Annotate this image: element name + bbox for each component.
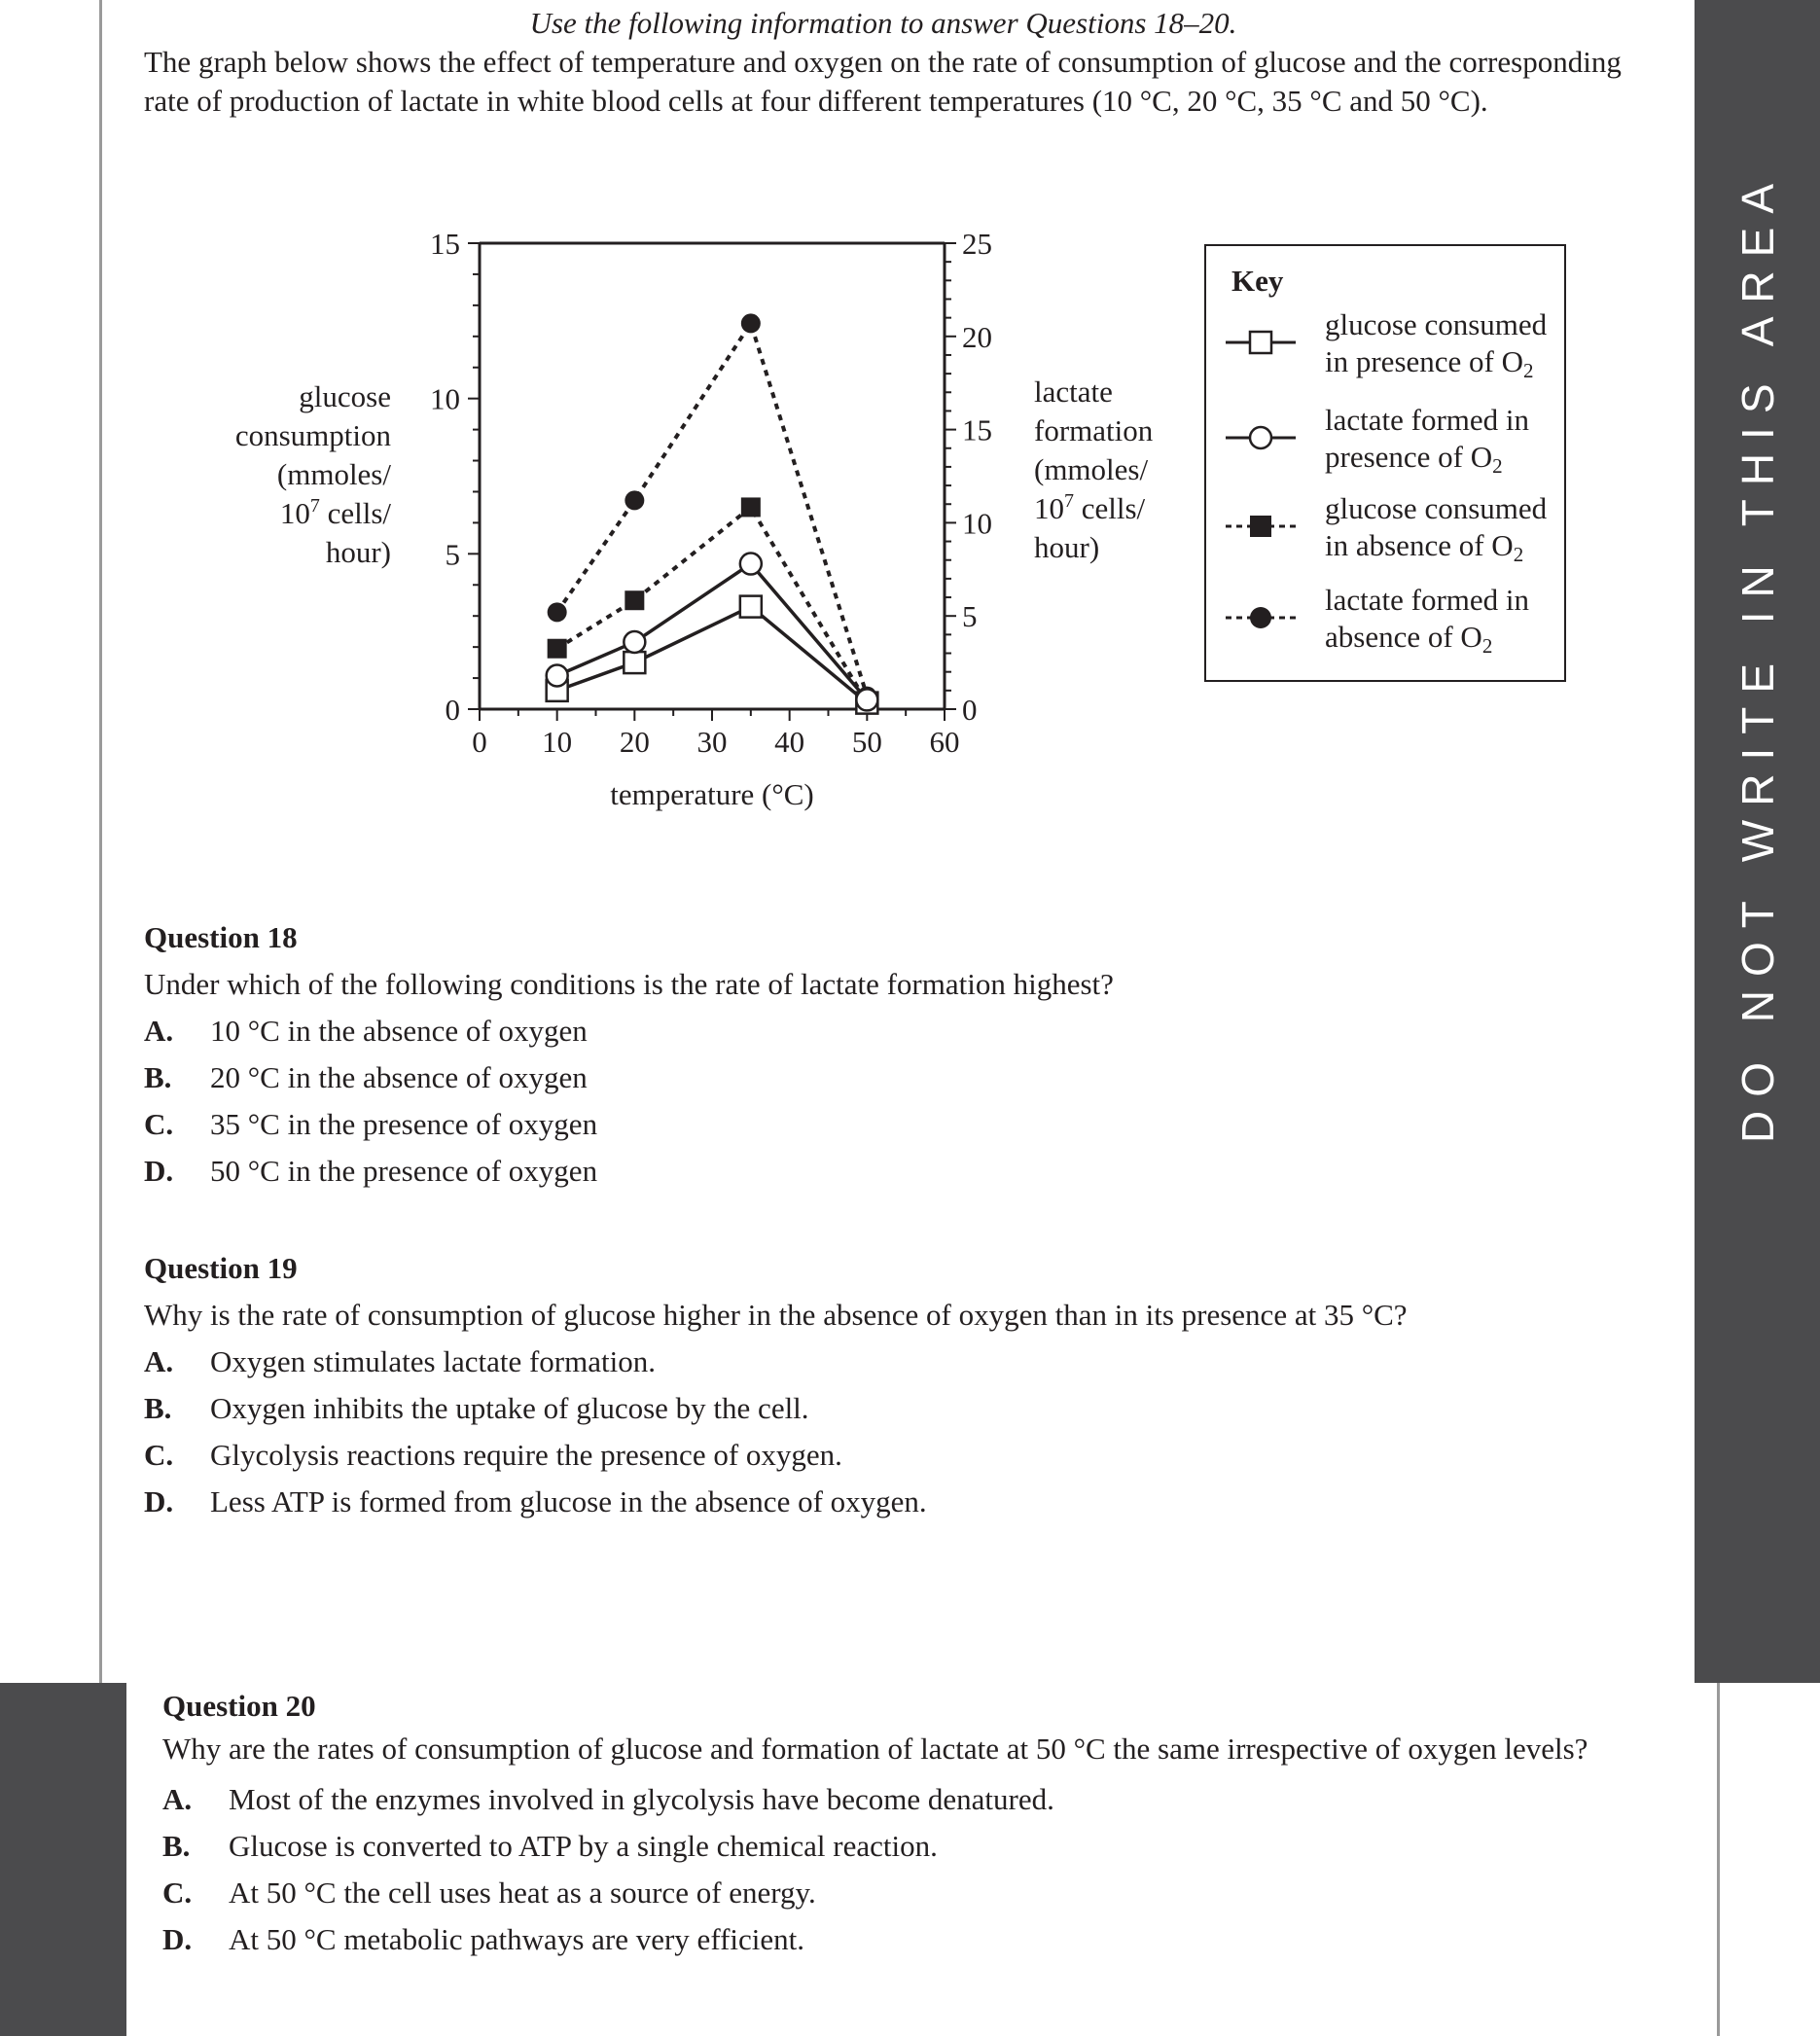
question-stem: Under which of the following conditions is the rate of lactate formation highest?	[144, 967, 1114, 1001]
option-d[interactable]: D. At 50 °C metabolic pathways are very efficient.	[162, 1922, 805, 1956]
data-point-square-open	[740, 596, 762, 618]
question-stem: Why is the rate of consumption of glucose higher in the absence of oxygen than in its presence at 35 °C?	[144, 1298, 1408, 1332]
data-point-circle-open	[856, 689, 877, 710]
option-c[interactable]: C. Glycolysis reactions require the presence of oxygen.	[144, 1438, 842, 1472]
y-axis-label-right: hour)	[1034, 530, 1100, 564]
series-line	[557, 564, 868, 700]
legend-item-lactate-without-o2	[1226, 582, 1556, 660]
y-axis-label-right: $10^7$ cells/	[1034, 490, 1146, 525]
y-axis-label-left: hour)	[325, 535, 391, 569]
data-point-circle-open	[624, 631, 645, 653]
chart-legend	[1204, 244, 1566, 682]
x-tick-label: 60	[929, 725, 960, 759]
y-axis-label-left: consumption	[234, 418, 391, 452]
y-tick-label-right: 15	[962, 412, 992, 447]
option-c[interactable]: C. 35 °C in the presence of oxygen	[144, 1107, 598, 1141]
x-tick-label: 40	[774, 725, 805, 759]
do-not-write-label: DO NOT WRITE IN THIS AREA	[1731, 169, 1783, 1144]
option-a[interactable]: A. Most of the enzymes involved in glycolysis have become denatured.	[162, 1782, 1054, 1816]
page-margin-line-lower	[1717, 1683, 1720, 2036]
x-tick-label: 20	[619, 725, 650, 759]
option-d[interactable]: D. 50 °C in the presence of oxygen	[144, 1154, 598, 1188]
y-tick-label-right: 20	[962, 319, 992, 354]
legend-title: Key	[1231, 264, 1284, 298]
y-tick-label-right: 25	[962, 227, 992, 261]
y-axis-label-right: formation	[1034, 413, 1154, 447]
chart-axis-labels	[235, 227, 1154, 811]
data-point-square-filled	[548, 639, 567, 659]
y-axis-label-left: glucose	[299, 379, 391, 413]
x-tick-label: 30	[696, 725, 728, 759]
x-tick-label: 50	[851, 725, 882, 759]
chart-series	[547, 313, 878, 713]
y-tick-label-left: 10	[430, 381, 460, 416]
chart-ticks	[468, 243, 956, 721]
data-point-circle-filled	[741, 313, 761, 333]
question-stem: Why are the rates of consumption of glucose and formation of lactate at 50 °C the same irrespective of oxygen levels?	[162, 1732, 1588, 1766]
y-axis-label-left: $10^7$ cells/	[279, 495, 391, 530]
data-point-circle-open	[547, 665, 568, 687]
y-tick-label-left: 5	[445, 537, 460, 572]
legend-label: lactate formed in presence of $O_2$	[1325, 403, 1530, 478]
legend-item-glucose-with-o2	[1226, 306, 1556, 384]
y-axis-label-right: lactate	[1034, 375, 1113, 409]
legend-item-lactate-with-o2	[1226, 402, 1556, 480]
x-axis-label: temperature (°C)	[610, 777, 814, 811]
option-b[interactable]: B. 20 °C in the absence of oxygen	[144, 1060, 588, 1094]
y-tick-label-left: 15	[430, 227, 460, 261]
intro-lead: Use the following information to answer Questions 18–20.	[529, 6, 1237, 40]
y-axis-label-left: (mmoles/	[276, 457, 391, 491]
y-tick-label-right: 10	[962, 506, 992, 541]
option-a[interactable]: A. Oxygen stimulates lactate formation.	[144, 1344, 656, 1378]
legend-item-glucose-without-o2	[1226, 490, 1556, 568]
question-title: Question 20	[162, 1689, 316, 1723]
legend-label: glucose consumed in presence of $O_2$	[1325, 307, 1548, 382]
option-b[interactable]: B. Oxygen inhibits the uptake of glucose by the cell.	[144, 1391, 809, 1425]
legend-label: glucose consumed in absence of $O_2$	[1325, 491, 1548, 566]
y-tick-label-right: 5	[962, 599, 978, 634]
y-tick-label-right: 0	[962, 693, 978, 727]
x-tick-label: 10	[542, 725, 573, 759]
y-axis-label-right: (mmoles/	[1034, 452, 1149, 486]
data-point-circle-filled	[625, 490, 644, 510]
x-tick-label: 0	[472, 725, 487, 759]
data-point-square-filled	[741, 497, 761, 517]
legend-marker-filled-circle	[1226, 603, 1296, 632]
question-18	[144, 914, 1652, 1195]
question-19	[144, 1245, 1652, 1525]
option-a[interactable]: A. 10 °C in the absence of oxygen	[144, 1014, 588, 1048]
legend-marker-filled-square	[1226, 512, 1296, 541]
option-d[interactable]: D. Less ATP is formed from glucose in the absence of oxygen.	[144, 1484, 927, 1518]
option-b[interactable]: B. Glucose is converted to ATP by a single chemical reaction.	[162, 1829, 938, 1863]
data-point-circle-filled	[548, 602, 567, 622]
intro-text: The graph below shows the effect of temperature and oxygen on the rate of consumption of glucose and the corresponding rate of production of lactate in white blood cells at four different temperatures (10 °C, 20 °C, 35 °C and 50 °C).	[144, 45, 1622, 118]
y-tick-label-left: 0	[445, 693, 460, 727]
question-title: Question 18	[144, 920, 298, 954]
data-point-circle-open	[740, 554, 762, 575]
legend-marker-open-square	[1226, 328, 1296, 357]
legend-label: lactate formed in absence of $O_2$	[1325, 583, 1530, 658]
question-20	[162, 1683, 1622, 1963]
question-title: Question 19	[144, 1251, 298, 1285]
data-point-square-filled	[625, 590, 644, 610]
margin-band-left	[0, 1683, 126, 2036]
option-c[interactable]: C. At 50 °C the cell uses heat as a source of energy.	[162, 1875, 816, 1910]
legend-marker-open-circle	[1226, 423, 1296, 452]
series-line	[557, 323, 868, 696]
data-point-square-open	[624, 652, 645, 673]
